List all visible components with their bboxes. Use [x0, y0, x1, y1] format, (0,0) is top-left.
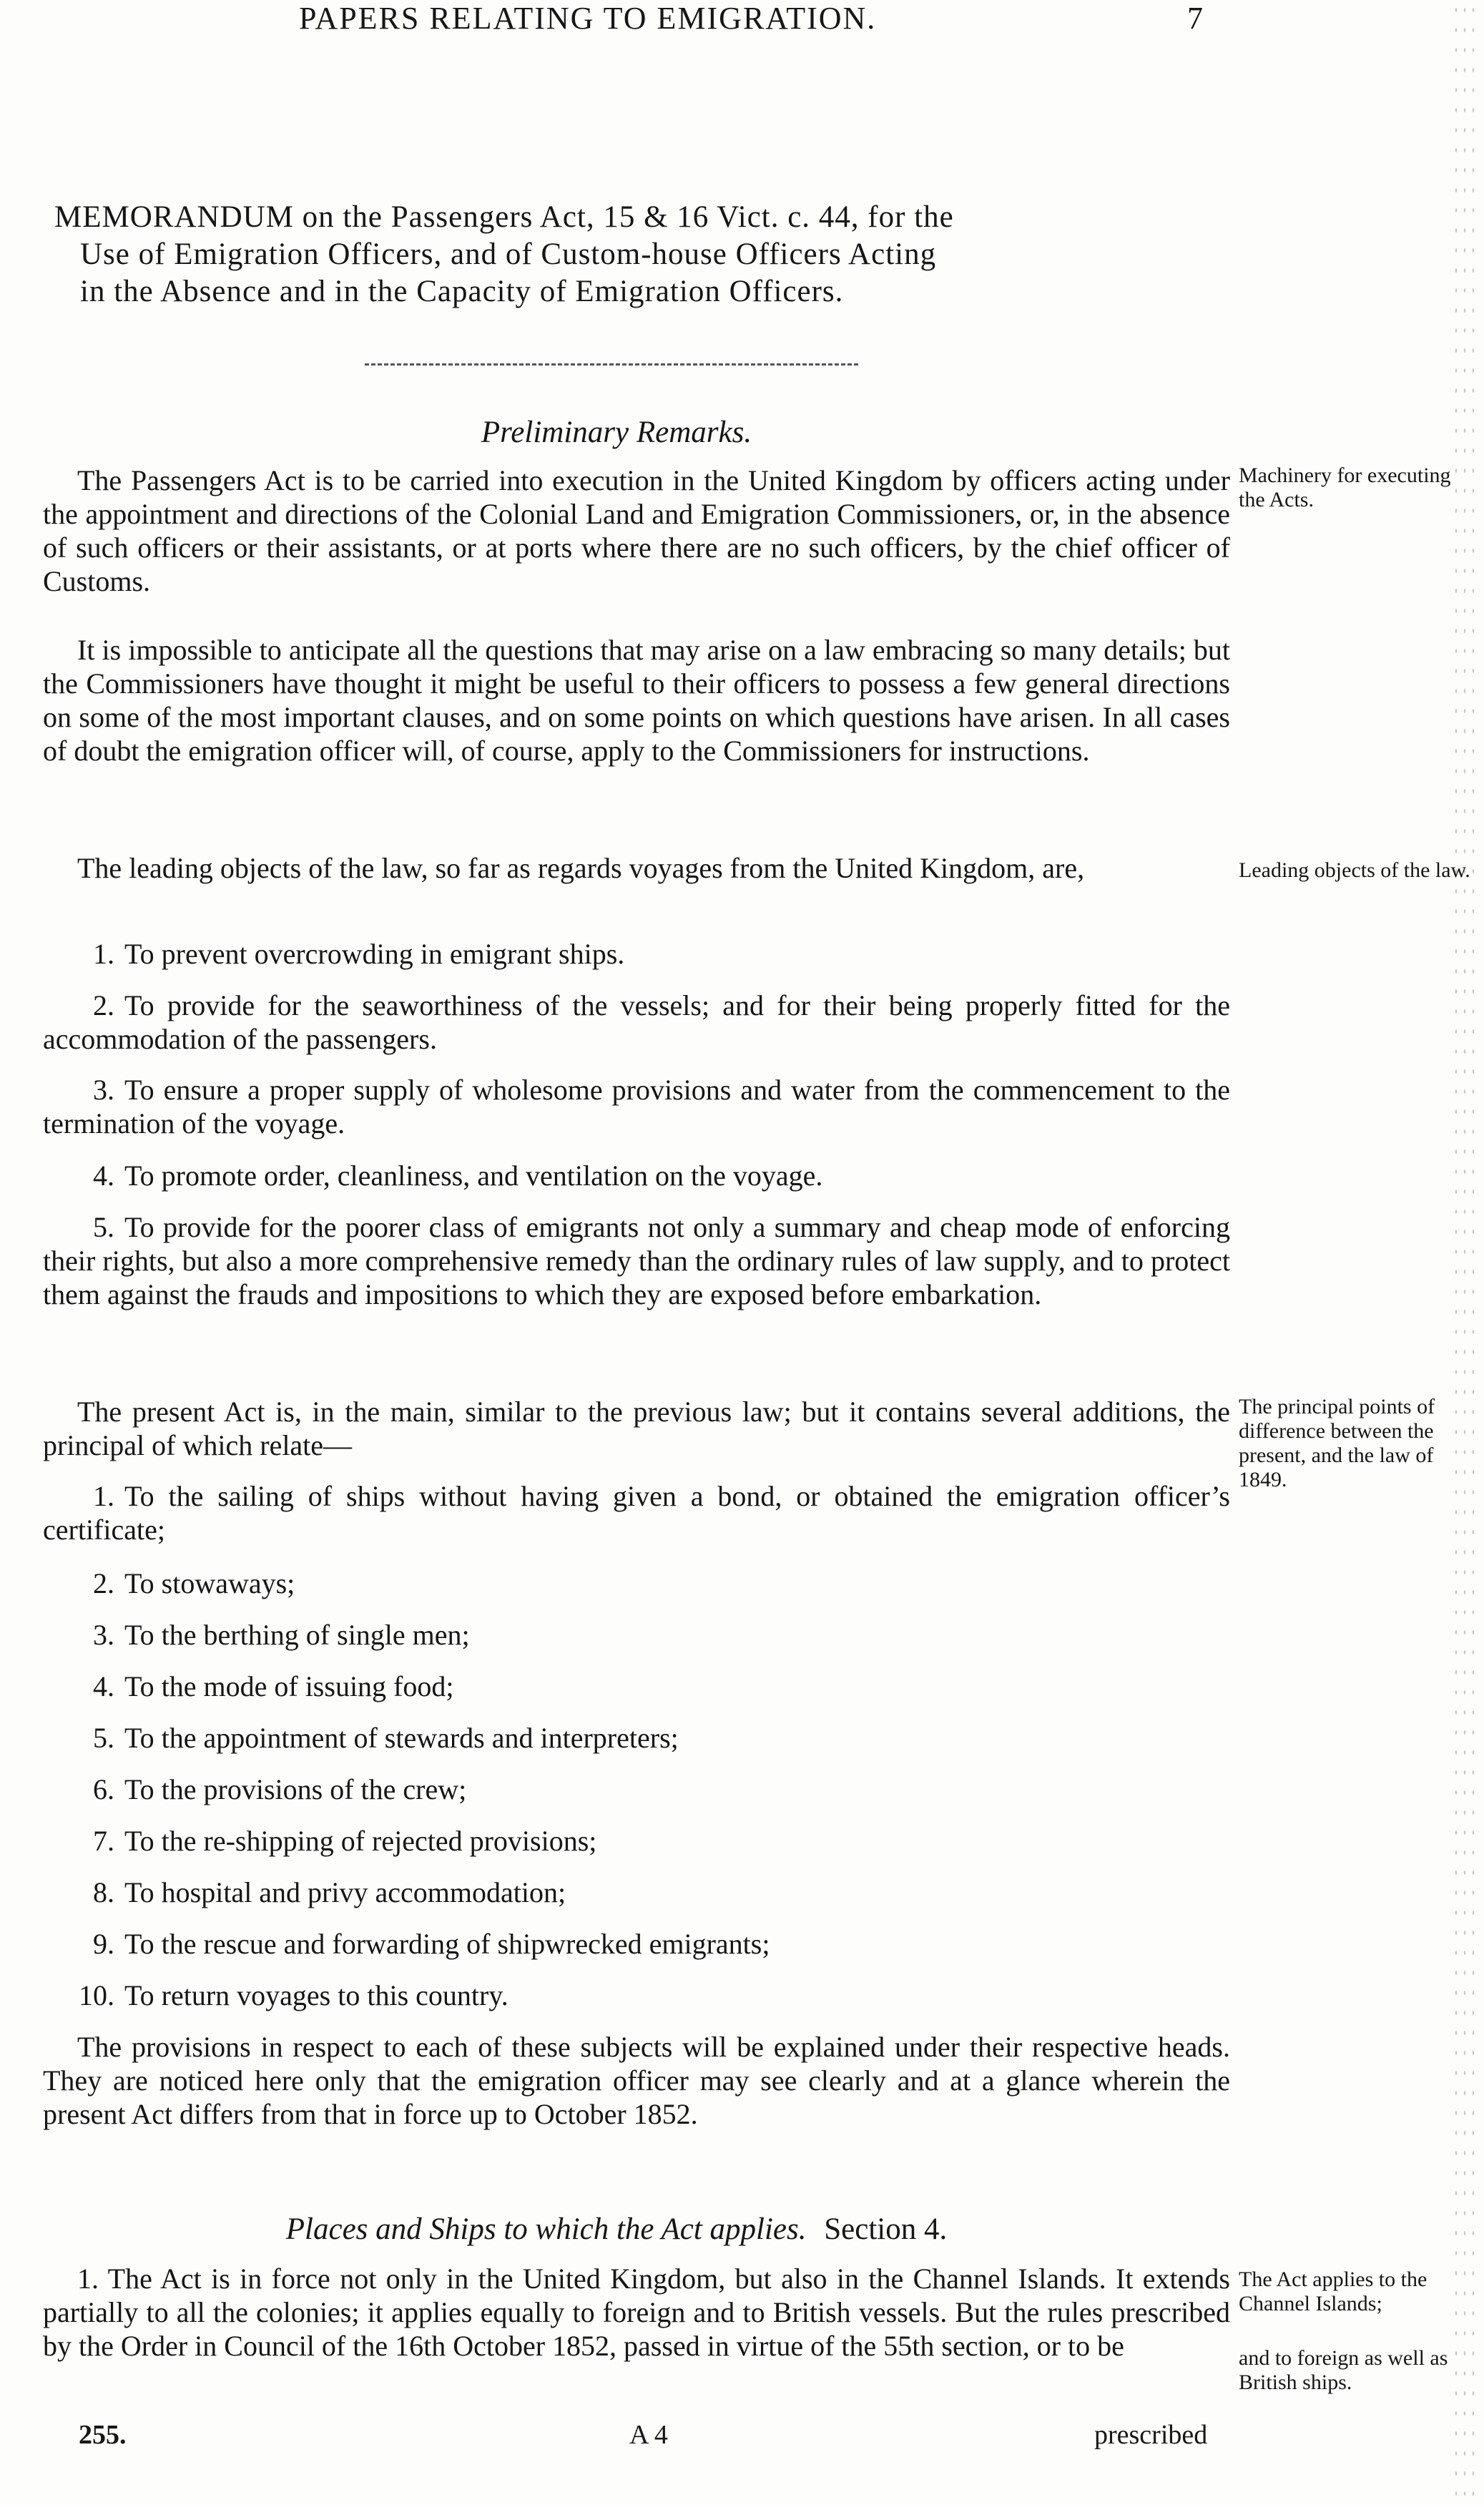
- footer-number: 255.: [79, 2420, 127, 2450]
- preliminary-para-1: [43, 464, 1230, 598]
- item-text: To the rescue and forwarding of shipwrecked emigrants;: [124, 1928, 770, 1960]
- preliminary-para-3: [43, 851, 1230, 885]
- item-number: 1.: [93, 938, 114, 970]
- memorandum-line-2: Use of Emigration Officers, and of Custom-house Officers Acting: [80, 237, 937, 271]
- item-number: 3.: [93, 1619, 114, 1651]
- item-text: To the berthing of single men;: [124, 1619, 470, 1651]
- item-number: 6.: [93, 1773, 114, 1805]
- list-item: [43, 989, 1230, 1056]
- margin-note-leading: Leading objects of the law.: [1239, 858, 1470, 882]
- margin-note-machinery: Machinery for executing the Acts.: [1239, 464, 1451, 511]
- list-item: [43, 937, 1230, 971]
- margin-note-channel: The Act applies to the Channel Islands;: [1239, 2268, 1428, 2315]
- list-item: [43, 1618, 1230, 1652]
- places-heading-section: Section 4.: [824, 2212, 948, 2246]
- paragraph-text: 1. The Act is in force not only in the United Kingdom, but also in the Channel Islands. It extends partially to all the colonies; it applies equally to foreign and to British vessels. But the rules prescribed by the Order in Council of the 16th October 1852, passed in virtue of the 55th section, or to be: [43, 2263, 1230, 2362]
- paragraph-text: The present Act is, in the main, similar to the previous law; but it contains several additions, the principal of which relate—: [43, 1396, 1230, 1461]
- list-item: [43, 1210, 1230, 1311]
- list-item: [43, 1670, 1230, 1703]
- item-text: To promote order, cleanliness, and ventilation on the voyage.: [124, 1160, 823, 1192]
- scan-edge-speckle: [1452, 0, 1480, 2505]
- item-text: To return voyages to this country.: [124, 1979, 508, 2011]
- places-heading-title: Places and Ships to which the Act applies.: [285, 2212, 807, 2246]
- item-number: 8.: [93, 1876, 114, 1908]
- preliminary-para-4: [43, 1395, 1230, 1462]
- item-number: 2.: [93, 989, 114, 1021]
- item-number: 3.: [93, 1074, 114, 1106]
- list-item: [43, 1927, 1230, 1961]
- item-number: 2.: [93, 1567, 114, 1599]
- list-item: [43, 1876, 1230, 1909]
- running-title: PAPERS RELATING TO EMIGRATION.: [299, 1, 877, 36]
- list-item: [43, 1479, 1230, 1546]
- preliminary-para-2: [43, 633, 1230, 768]
- paragraph-text: The provisions in respect to each of these subjects will be explained under their respective heads. They are noticed here only that the emigration officer may see clearly and at a glance wherein the present Act differs from that in force up to October 1852.: [43, 2031, 1230, 2130]
- item-number: 5.: [93, 1722, 114, 1754]
- page-header: [0, 0, 1484, 50]
- signature-mark: A 4: [629, 2420, 668, 2450]
- memorandum-line-1: MEMORANDUM on the Passengers Act, 15 & 16 Vict. c. 44, for the: [54, 200, 954, 234]
- list-item: [43, 1721, 1230, 1755]
- item-text: To prevent overcrowding in emigrant ships.: [124, 938, 625, 970]
- item-number: 1.: [93, 1480, 114, 1512]
- item-text: To the mode of issuing food;: [124, 1670, 454, 1702]
- item-number: 7.: [93, 1825, 114, 1857]
- paragraph-text: The leading objects of the law, so far as regards voyages from the United Kingdom, are,: [77, 852, 1085, 884]
- preliminary-para-5: [43, 2030, 1230, 2131]
- list-item: [43, 1073, 1230, 1140]
- item-number: 4.: [93, 1160, 114, 1192]
- memorandum-title: [54, 199, 1227, 310]
- catchword: prescribed: [1094, 2420, 1208, 2450]
- places-heading: [0, 2212, 1233, 2247]
- paragraph-text: It is impossible to anticipate all the questions that may arise on a law embracing so many details; but the Commissioners have thought it might be useful to their officers to possess a few general directions on some of the most important clauses, and on some points on which questions have arisen. In all cases of doubt the emigration officer will, of course, apply to the Commissioners for instructions.: [43, 634, 1230, 767]
- item-text: To the provisions of the crew;: [124, 1773, 467, 1805]
- item-text: To provide for the poorer class of emigrants not only a summary and cheap mode of enforcing their rights, but also a more comprehensive remedy than the ordinary rules of law supply, and to protect them against the frauds and impositions to which they are exposed before embarkation.: [43, 1211, 1230, 1310]
- item-text: To hospital and privy accommodation;: [124, 1876, 566, 1908]
- margin-note-principal: The principal points of difference between the present, and the law of 1849.: [1239, 1395, 1435, 1491]
- list-item: [43, 1824, 1230, 1858]
- item-text: To the sailing of ships without having given a bond, or obtained the emigration officer’s certificate;: [43, 1480, 1230, 1546]
- item-text: To provide for the seaworthiness of the vessels; and for their being properly fitted for the accommodation of the passengers.: [43, 989, 1230, 1055]
- list-item: [43, 1979, 1230, 2012]
- item-text: To the re-shipping of rejected provisions;: [124, 1825, 597, 1857]
- item-text: To stowaways;: [124, 1567, 295, 1599]
- memorandum-line-3: in the Absence and in the Capacity of Emigration Officers.: [80, 275, 844, 308]
- places-para-1: [43, 2262, 1230, 2363]
- item-text: To the appointment of stewards and interpreters;: [124, 1722, 679, 1754]
- page-number: 7: [1187, 1, 1203, 36]
- item-number: 5.: [93, 1211, 114, 1243]
- item-number: 10.: [79, 1979, 114, 2011]
- item-text: To ensure a proper supply of wholesome provisions and water from the commencement to the termination of the voyage.: [43, 1074, 1230, 1139]
- section-divider: [365, 363, 858, 366]
- paragraph-text: The Passengers Act is to be carried into execution in the United Kingdom by officers acting under the appointment and directions of the Colonial Land and Emigration Commissioners, or, in the absence of such officers or their assistants, or at ports where there are no such officers, by the chief officer of Customs.: [43, 464, 1230, 597]
- preliminary-heading: Preliminary Remarks.: [481, 416, 752, 449]
- margin-note-foreign: and to foreign as well as British ships.: [1239, 2346, 1448, 2394]
- item-number: 9.: [93, 1928, 114, 1960]
- list-item: [43, 1773, 1230, 1806]
- list-item: [43, 1159, 1230, 1192]
- item-number: 4.: [93, 1670, 114, 1702]
- list-item: [43, 1567, 1230, 1600]
